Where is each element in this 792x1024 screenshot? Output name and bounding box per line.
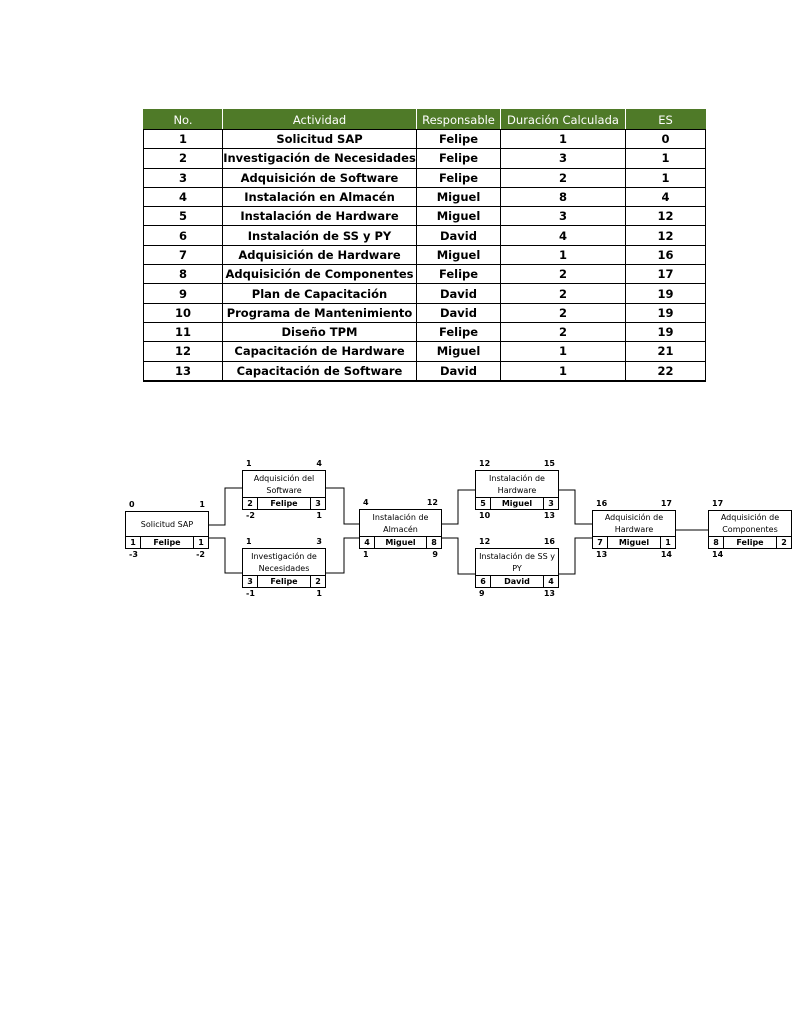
node-detail-row [243, 575, 325, 587]
cell-responsable: Felipe [417, 322, 501, 341]
activity-node-adquisicion-software [242, 470, 326, 510]
cell-actividad: Instalación en Almacén [223, 187, 417, 206]
node-activity-name: Adquisición del Software [253, 473, 315, 495]
node-late-start: 1 [363, 550, 369, 559]
activity-node-investigacion-necesidades [242, 548, 326, 588]
node-activity-number: 3 [243, 576, 258, 587]
cell-duracion: 2 [501, 303, 626, 322]
header-no: No. [144, 110, 223, 130]
node-detail-row [476, 497, 558, 509]
cell-duracion: 1 [501, 342, 626, 361]
connector-line [559, 490, 592, 524]
node-early-start: 16 [596, 499, 608, 508]
cell-es: 21 [626, 342, 706, 361]
node-activity-name: Instalación de SS y PY [479, 551, 555, 573]
cell-actividad: Adquisición de Software [223, 168, 417, 187]
cell-actividad: Adquisición de Hardware [223, 245, 417, 264]
activity-node-instalacion-ss-py [475, 548, 559, 588]
cell-no: 13 [144, 361, 223, 381]
cell-es: 19 [626, 322, 706, 341]
cell-duracion: 3 [501, 149, 626, 168]
cell-no: 2 [144, 149, 223, 168]
cell-actividad: Instalación de Hardware [223, 207, 417, 226]
node-duration: 3 [310, 498, 325, 509]
cell-es: 0 [626, 130, 706, 149]
cell-actividad: Programa de Mantenimiento [223, 303, 417, 322]
node-detail-row [243, 497, 325, 509]
header-responsable: Responsable [417, 110, 501, 130]
node-activity-name: Solicitud SAP [140, 519, 194, 529]
cell-duracion: 2 [501, 168, 626, 187]
node-late-start: 9 [479, 589, 485, 598]
node-activity-name: Instalación de Almacén [372, 512, 429, 534]
cell-responsable: Miguel [417, 245, 501, 264]
cell-es: 1 [626, 149, 706, 168]
cell-duracion: 1 [501, 130, 626, 149]
node-early-finish: 1 [199, 500, 205, 509]
cell-es: 19 [626, 284, 706, 303]
cell-duracion: 1 [501, 245, 626, 264]
node-activity-name: Adquisición de Hardware [604, 513, 664, 534]
node-early-start: 0 [129, 500, 135, 509]
cell-duracion: 2 [501, 265, 626, 284]
node-activity-name: Investigación de Necesidades [251, 551, 317, 573]
node-activity-number: 4 [360, 537, 375, 548]
node-activity-number: 6 [476, 576, 491, 587]
header-actividad: Actividad [223, 110, 417, 130]
cell-no: 7 [144, 245, 223, 264]
cell-responsable: David [417, 361, 501, 381]
node-late-finish: 14 [660, 550, 672, 559]
cell-duracion: 8 [501, 187, 626, 206]
cell-es: 12 [626, 207, 706, 226]
cell-no: 3 [144, 168, 223, 187]
cell-no: 12 [144, 342, 223, 361]
cell-es: 22 [626, 361, 706, 381]
cell-es: 4 [626, 187, 706, 206]
node-early-finish: 12 [426, 498, 438, 507]
node-responsible: Felipe [270, 498, 298, 508]
cell-responsable: Felipe [417, 149, 501, 168]
activity-node-instalacion-hardware [475, 470, 559, 510]
activity-node-instalacion-almacen [359, 509, 442, 549]
activity-node-solicitud-sap [125, 511, 209, 549]
node-responsible: Miguel [618, 537, 650, 547]
cell-no: 4 [144, 187, 223, 206]
node-early-finish: 17 [660, 499, 672, 508]
node-duration: 8 [426, 537, 441, 548]
cell-es: 19 [626, 303, 706, 322]
node-late-start: 10 [479, 511, 491, 520]
node-activity-name: Instalación de Hardware [489, 473, 545, 495]
cell-responsable: Felipe [417, 130, 501, 149]
node-responsible: Felipe [153, 537, 181, 547]
connector-line [442, 490, 475, 524]
node-responsible: Felipe [736, 537, 764, 547]
node-duration: 2 [310, 576, 325, 587]
connector-line [326, 488, 359, 524]
cell-actividad: Adquisición de Componentes [223, 265, 417, 284]
node-early-finish: 4 [316, 459, 322, 468]
node-early-finish: 3 [316, 537, 322, 546]
node-activity-number: 7 [593, 537, 608, 548]
node-early-start: 4 [363, 498, 369, 507]
node-late-start: -1 [246, 589, 255, 598]
activity-node-adquisicion-componentes [708, 510, 792, 549]
connector-line [209, 488, 242, 525]
node-early-start: 12 [479, 459, 491, 468]
node-duration: 1 [660, 537, 675, 548]
activity-node-adquisicion-hardware [592, 510, 676, 549]
node-early-start: 12 [479, 537, 491, 546]
cell-responsable: Miguel [417, 187, 501, 206]
node-late-finish: 1 [316, 511, 322, 520]
cell-duracion: 2 [501, 284, 626, 303]
cell-actividad: Diseño TPM [223, 322, 417, 341]
node-early-finish: 15 [543, 459, 555, 468]
connector-line [559, 538, 592, 574]
cell-no: 6 [144, 226, 223, 245]
node-late-finish: 9 [432, 550, 438, 559]
node-duration: 3 [543, 498, 558, 509]
cell-duracion: 4 [501, 226, 626, 245]
node-early-start: 1 [246, 537, 252, 546]
cell-actividad: Plan de Capacitación [223, 284, 417, 303]
cell-responsable: David [417, 284, 501, 303]
cell-duracion: 2 [501, 322, 626, 341]
node-responsible: David [504, 576, 530, 586]
cell-actividad: Investigación de Necesidades [223, 149, 417, 168]
cell-no: 8 [144, 265, 223, 284]
node-late-start: 14 [712, 550, 724, 559]
node-activity-number: 8 [709, 537, 724, 548]
cell-no: 10 [144, 303, 223, 322]
node-activity-number: 1 [126, 537, 141, 548]
cell-no: 11 [144, 322, 223, 341]
cell-es: 12 [626, 226, 706, 245]
connector-line [326, 538, 359, 573]
cell-no: 1 [144, 130, 223, 149]
node-detail-row [593, 536, 675, 548]
cell-responsable: Miguel [417, 207, 501, 226]
cell-responsable: David [417, 303, 501, 322]
cell-duracion: 3 [501, 207, 626, 226]
node-activity-number: 5 [476, 498, 491, 509]
node-responsible: Miguel [501, 498, 533, 508]
node-detail-row [476, 575, 558, 587]
cell-duracion: 1 [501, 361, 626, 381]
node-detail-row [709, 536, 791, 548]
node-duration: 4 [543, 576, 558, 587]
node-late-finish: 13 [543, 511, 555, 520]
cell-responsable: Miguel [417, 342, 501, 361]
connector-line [442, 538, 475, 574]
cell-no: 9 [144, 284, 223, 303]
node-late-start: -3 [129, 550, 138, 559]
cell-responsable: David [417, 226, 501, 245]
connector-line [209, 538, 242, 573]
cell-es: 17 [626, 265, 706, 284]
cell-responsable: Felipe [417, 168, 501, 187]
cell-es: 16 [626, 245, 706, 264]
cell-actividad: Capacitación de Hardware [223, 342, 417, 361]
node-late-finish: 13 [543, 589, 555, 598]
cell-actividad: Solicitud SAP [223, 130, 417, 149]
node-early-start: 17 [712, 499, 724, 508]
node-responsible: Miguel [385, 537, 416, 547]
node-late-finish: -2 [196, 550, 205, 559]
cell-actividad: Capacitación de Software [223, 361, 417, 381]
node-late-finish: 1 [316, 589, 322, 598]
cell-es: 1 [626, 168, 706, 187]
node-responsible: Felipe [270, 576, 298, 586]
header-es: ES [626, 110, 706, 130]
node-early-start: 1 [246, 459, 252, 468]
node-early-finish: 16 [543, 537, 555, 546]
node-detail-row [360, 536, 441, 548]
node-activity-number: 2 [243, 498, 258, 509]
node-duration: 2 [776, 537, 791, 548]
node-detail-row [126, 536, 208, 548]
node-duration: 1 [193, 537, 208, 548]
cell-actividad: Instalación de SS y PY [223, 226, 417, 245]
node-late-start: 13 [596, 550, 608, 559]
cell-no: 5 [144, 207, 223, 226]
node-late-start: -2 [246, 511, 255, 520]
node-activity-name: Adquisición de Componentes [720, 513, 780, 534]
header-duracion: Duración Calculada [501, 110, 626, 130]
cell-responsable: Felipe [417, 265, 501, 284]
